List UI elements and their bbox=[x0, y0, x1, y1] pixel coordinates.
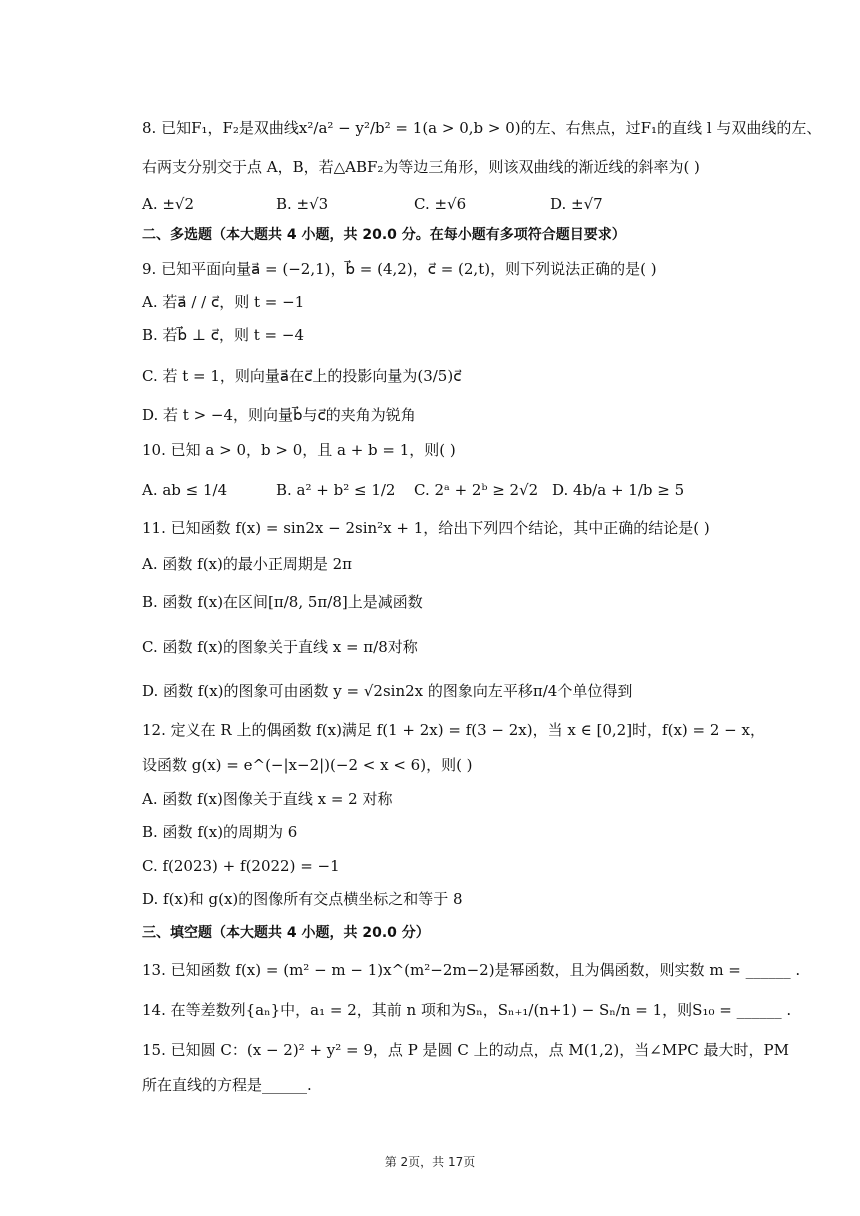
q13-stem: 13. 已知函数 f(x) = (m² − m − 1)x^(m²−2m−2)是幂函数，且为偶函数，则实数 m = ______ . bbox=[142, 961, 801, 979]
q11-stem: 11. 已知函数 f(x) = sin2x − 2sin²x + 1，给出下列四个结论，其中正确的结论是( ) bbox=[142, 519, 710, 537]
q12-option-b: B. 函数 f(x)的周期为 6 bbox=[142, 823, 298, 841]
q12-option-a: A. 函数 f(x)图像关于直线 x = 2 对称 bbox=[142, 790, 393, 808]
q10-option-b: B. a² + b² ≤ 1/2 bbox=[276, 481, 396, 499]
q8-line2: 右两支分别交于点 A，B，若△ABF₂为等边三角形，则该双曲线的渐近线的斜率为( ) bbox=[142, 158, 700, 176]
q12-line2: 设函数 g(x) = e^(−|x−2|)(−2 < x < 6)，则( ) bbox=[142, 756, 473, 774]
q9-option-d: D. 若 t > −4，则向量b⃗与c⃗的夹角为锐角 bbox=[142, 406, 416, 424]
q9-stem: 9. 已知平面向量a⃗ = (−2,1)，b⃗ = (4,2)，c⃗ = (2,t)，则下列说法正确的是( ) bbox=[142, 260, 657, 278]
q15-line1: 15. 已知圆 C：(x − 2)² + y² = 9，点 P 是圆 C 上的动点，点 M(1,2)，当∠MPC 最大时，PM bbox=[142, 1041, 789, 1059]
q11-option-b: B. 函数 f(x)在区间[π/8, 5π/8]上是减函数 bbox=[142, 593, 423, 611]
section-heading-fill: 三、填空题（本大题共 4 小题，共 20.0 分） bbox=[142, 925, 430, 941]
q10-option-d: D. 4b/a + 1/b ≥ 5 bbox=[552, 481, 685, 499]
q10-options bbox=[142, 480, 830, 500]
q8-options bbox=[142, 194, 830, 214]
q12-option-d: D. f(x)和 g(x)的图像所有交点横坐标之和等于 8 bbox=[142, 890, 463, 908]
q14-stem: 14. 在等差数列{aₙ}中，a₁ = 2，其前 n 项和为Sₙ，Sₙ₊₁/(n+1) − Sₙ/n = 1，则S₁₀ = ______ . bbox=[142, 1001, 792, 1019]
q10-option-a: A. ab ≤ 1/4 bbox=[142, 481, 228, 499]
q10-stem: 10. 已知 a > 0，b > 0，且 a + b = 1，则( ) bbox=[142, 441, 456, 459]
section-heading-multi: 二、多选题（本大题共 4 小题，共 20.0 分。在每小题有多项符合题目要求） bbox=[142, 227, 626, 243]
q12-line1: 12. 定义在 R 上的偶函数 f(x)满足 f(1 + 2x) = f(3 − 2x)，当 x ∈ [0,2]时，f(x) = 2 − x， bbox=[142, 721, 765, 739]
q11-option-a: A. 函数 f(x)的最小正周期是 2π bbox=[142, 555, 353, 573]
q8-option-c: C. ±√6 bbox=[414, 195, 467, 213]
q8-option-b: B. ±√3 bbox=[276, 195, 329, 213]
q10-option-c: C. 2ᵃ + 2ᵇ ≥ 2√2 bbox=[414, 481, 539, 499]
q8-line1: 8. 已知F₁，F₂是双曲线x²/a² − y²/b² = 1(a > 0,b > 0)的左、右焦点，过F₁的直线 l 与双曲线的左、 bbox=[142, 119, 822, 137]
q15-line2: 所在直线的方程是______. bbox=[142, 1076, 312, 1094]
q9-option-b: B. 若b⃗ ⊥ c⃗，则 t = −4 bbox=[142, 326, 304, 344]
q9-option-a: A. 若a⃗ / / c⃗，则 t = −1 bbox=[142, 293, 305, 311]
q11-option-c: C. 函数 f(x)的图象关于直线 x = π/8对称 bbox=[142, 638, 418, 656]
q9-option-c: C. 若 t = 1，则向量a⃗在c⃗上的投影向量为(3/5)c⃗ bbox=[142, 367, 462, 385]
page-footer: 第 2页，共 17页 bbox=[384, 1155, 476, 1169]
q8-option-d: D. ±√7 bbox=[550, 195, 603, 213]
q8-option-a: A. ±√2 bbox=[142, 195, 195, 213]
q12-option-c: C. f(2023) + f(2022) = −1 bbox=[142, 857, 340, 875]
q11-option-d: D. 函数 f(x)的图象可由函数 y = √2sin2x 的图象向左平移π/4个单位得到 bbox=[142, 682, 633, 700]
